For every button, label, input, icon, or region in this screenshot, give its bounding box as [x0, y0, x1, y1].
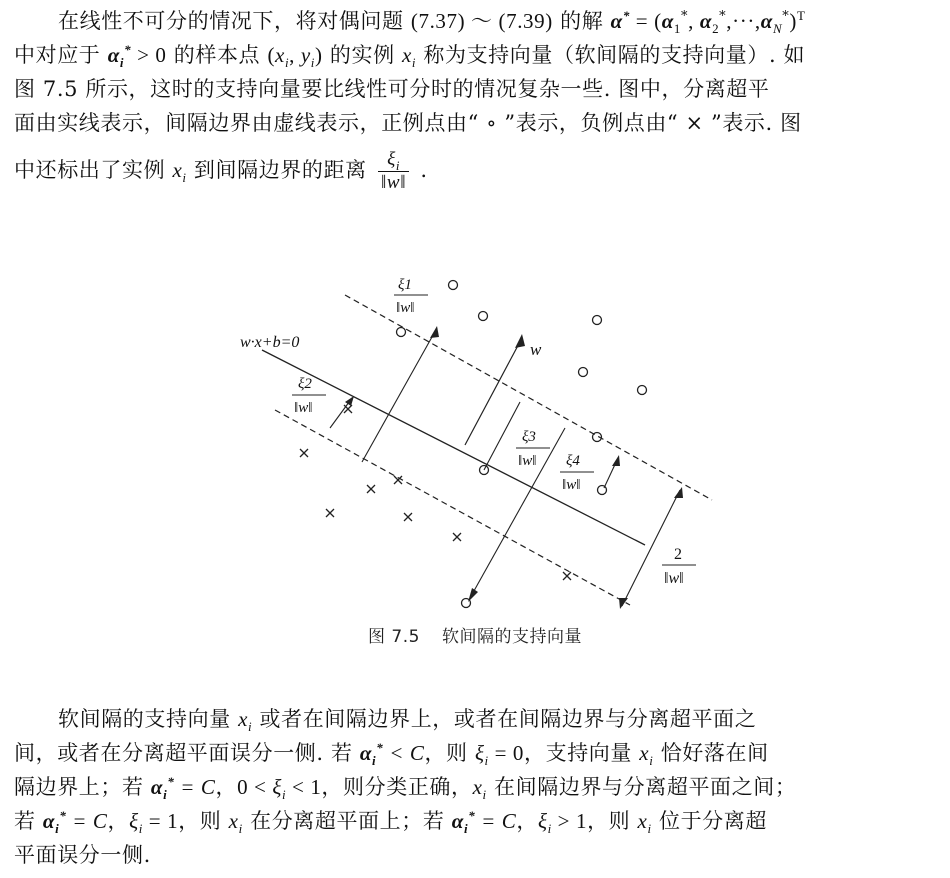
text: . [413, 158, 428, 182]
xi2-arrow-icon [345, 396, 354, 406]
separating-hyperplane [262, 350, 645, 545]
para1-line5 [14, 140, 942, 200]
svg-text:ξ1: ξ1 [398, 277, 412, 293]
text: 的解 [552, 9, 611, 33]
text: 的样本点 [166, 43, 268, 67]
normal-label: w [530, 340, 542, 359]
para2-line3: 隔边界上；若 $\alpha_i^* = C$，$0 < \xi_i < 1$，则分类正确，$x_i$ 在间隔边界与分离超平面之间； [14, 774, 797, 803]
text: ， [107, 809, 130, 833]
svg-text:‖w‖: ‖w‖ [396, 300, 415, 316]
text: 软间隔的支持向量 [58, 707, 239, 731]
instance-xi: $x_i$ [172, 158, 187, 186]
text: ，则分类正确， [321, 775, 473, 799]
svg-text:ξ2: ξ2 [298, 376, 312, 392]
text: 中还标出了实例 [14, 158, 173, 182]
normal-arrow-icon [515, 334, 525, 348]
text: ，则 [424, 741, 475, 765]
paragraph-intro [14, 4, 942, 200]
lower-margin-line [275, 410, 630, 605]
text: ，则 [178, 809, 229, 833]
text: ，支持向量 [524, 741, 640, 765]
figure-soft-margin-svm [220, 262, 720, 612]
text: 到间隔边界的距离 [186, 158, 374, 182]
margin-arrow-top-icon [674, 487, 683, 498]
text: 中对应于 [14, 43, 108, 67]
xi1-arrow-icon [430, 326, 439, 338]
para1-line2: 中对应于 $\alpha_i^* > 0$ 的样本点 ($x_i$, $y_i$) 的实例 $x_i$ 称为支持向量（软间隔的支持向量）. 如 [14, 42, 806, 71]
text: 或者在间隔边界上，或者在间隔边界与分离超平面之 [252, 707, 757, 731]
svg-text:‖w‖: ‖w‖ [562, 477, 581, 493]
upper-margin-line [345, 295, 712, 500]
text: ， [215, 775, 238, 799]
text: 在分离超平面上；若 [242, 809, 452, 833]
text: 隔边界上；若 [14, 775, 151, 799]
margin-width-label [662, 546, 696, 587]
figure-caption [0, 622, 950, 647]
text: ， [516, 809, 538, 833]
alpha-star-vector: α* [610, 8, 630, 33]
para2-line4: 若 $\alpha_i^* = C$，$\xi_i = 1$，则 $x_i$ 在分离超平面上；若 $\alpha_i^* = C$，$\xi_i > 1$，则 $x_i$ 位于分离超 [14, 808, 767, 837]
svg-text:‖w‖: ‖w‖ [664, 570, 684, 587]
svg-text:2: 2 [674, 546, 682, 563]
alpha-i-condition: $\alpha_i^*$ [107, 42, 132, 71]
text: 若 [14, 809, 43, 833]
sample-point: ($x_i$, $y_i$) [267, 43, 323, 71]
hyperplane-label: w·x+b=0 [240, 334, 300, 351]
text: 的实例 [322, 43, 402, 67]
figure-caption-text: 软间隔的支持向量 [441, 627, 582, 647]
instance-xi: $x_i$ [238, 707, 253, 735]
svg-text:ξ4: ξ4 [566, 453, 580, 469]
para1-line3: 图 7.5 所示，这时的支持向量要比线性可分时的情况复杂一些. 图中，分离超平 [14, 77, 770, 101]
para1-line1: 在线性不可分的情况下，将对偶问题 (7.37) ～ (7.39) 的解 $\alpha^* = (\alpha_1^*$, $\alpha_2^*,\cdot\cdot\cdot,\alpha_N^*)^T$ [58, 8, 806, 37]
svg-text:ξ3: ξ3 [522, 429, 536, 445]
text: 位于分离超 [651, 809, 767, 833]
para1-line4: 面由实线表示，间隔边界由虚线表示，正例点由“ ∘ ”表示，负例点由“ × ”表示. 图 [14, 111, 802, 135]
text: 在间隔边界与分离超平面之间； [486, 775, 797, 799]
text: 在线性不可分的情况下，将对偶问题 [58, 9, 411, 33]
xi4-label [560, 453, 594, 493]
text: ，则 [587, 809, 638, 833]
para2-line2: 间，或者在分离超平面误分一侧. 若 $\alpha_i^* < C$，则 $\xi_i = 0$，支持向量 $x_i$ 恰好落在间 [14, 740, 769, 769]
text: 恰好落在间 [653, 741, 769, 765]
para2-line5: 平面误分一侧. [14, 843, 151, 867]
text: 间，或者在分离超平面误分一侧. 若 [14, 741, 360, 765]
para2-line1 [14, 702, 942, 736]
svg-text:‖w‖: ‖w‖ [294, 400, 313, 416]
paragraph-support-vectors [14, 702, 942, 872]
xi2-label [292, 376, 326, 416]
text: 称为支持向量（软间隔的支持向量）. 如 [416, 43, 806, 67]
xi1-label [394, 277, 428, 316]
instance-xi: $x_i$ [401, 43, 417, 71]
distance-fraction: $\frac{\xi_i}{‖w‖}$ [378, 149, 409, 194]
svg-text:‖w‖: ‖w‖ [518, 453, 537, 469]
equation-ref: (7.37) ～ (7.39) [410, 9, 553, 33]
figure-number: 图 7.5 [368, 627, 420, 647]
xi4-arrow-icon [612, 455, 620, 466]
